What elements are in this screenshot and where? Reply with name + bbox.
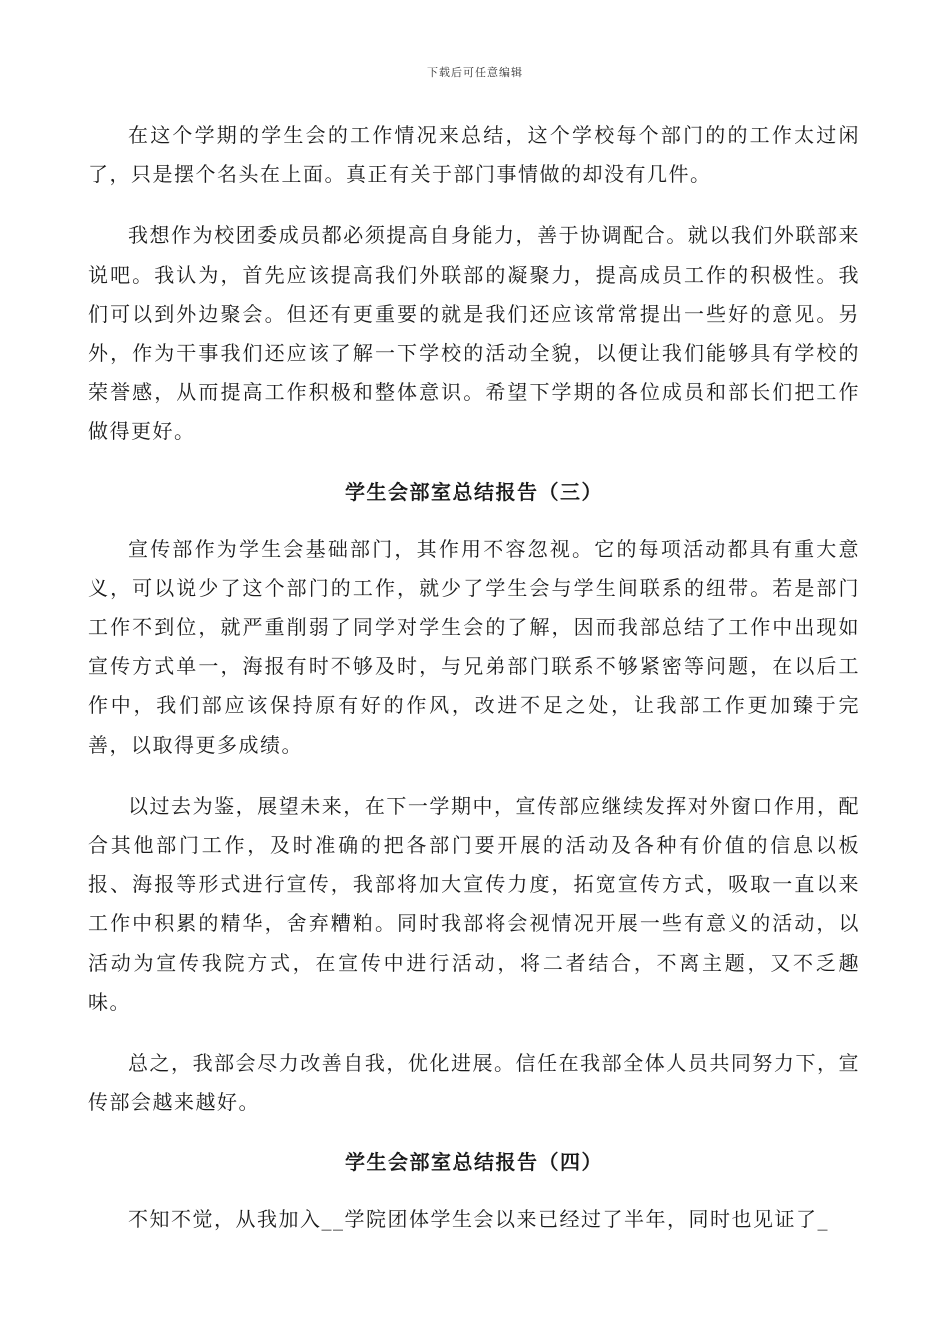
document-body: [88, 116, 860, 1240]
page-header: 下载后可任意编辑: [427, 66, 523, 79]
section-heading-4: 学生会部室总结报告（四）: [345, 1150, 603, 1175]
paragraph-4: 以过去为鉴，展望未来，在下一学期中，宣传部应继续发挥对外窗口作用，配合其他部门工作，及时准确的把各部门要开展的活动及各种有价值的信息以板报、海报等形式进行宣传，我部将加大宣传力度，拓宽宣传方式，吸取一直以来工作中积累的精华，舍弃糟粕。同时我部将会视情况开展一些有意义的活动，以活动为宣传我院方式，在宣传中进行活动，将二者结合，不离主题，又不乏趣味。: [88, 793, 860, 1014]
paragraph-2: 我想作为校团委成员都必须提高自身能力，善于协调配合。就以我们外联部来说吧。我认为，首先应该提高我们外联部的凝聚力，提高成员工作的积极性。我们可以到外边聚会。但还有更重要的就是我们还应该常常提出一些好的意见。另外，作为干事我们还应该了解一下学校的活动全貌，以便让我们能够具有学校的荣誉感，从而提高工作积极和整体意识。希望下学期的各位成员和部长们把工作做得更好。: [88, 223, 860, 444]
paragraph-5: 总之，我部会尽力改善自我，优化进展。信任在我部全体人员共同努力下，宣传部会越来越好。: [88, 1051, 860, 1115]
section-heading-3: 学生会部室总结报告（三）: [345, 479, 603, 504]
paragraph-1: 在这个学期的学生会的工作情况来总结，这个学校每个部门的的工作太过闲了，只是摆个名头在上面。真正有关于部门事情做的却没有几件。: [88, 123, 860, 187]
paragraph-3: 宣传部作为学生会基础部门，其作用不容忽视。它的每项活动都具有重大意义，可以说少了这个部门的工作，就少了学生会与学生间联系的纽带。若是部门工作不到位，就严重削弱了同学对学生会的了解，因而我部总结了工作中出现如宣传方式单一，海报有时不够及时，与兄弟部门联系不够紧密等问题，在以后工作中，我们部应该保持原有好的作风，改进不足之处，让我部工作更加臻于完善，以取得更多成绩。: [88, 536, 860, 757]
paragraph-6: 不知不觉，从我加入__学院团体学生会以来已经过了半年，同时也见证了_: [128, 1207, 829, 1232]
